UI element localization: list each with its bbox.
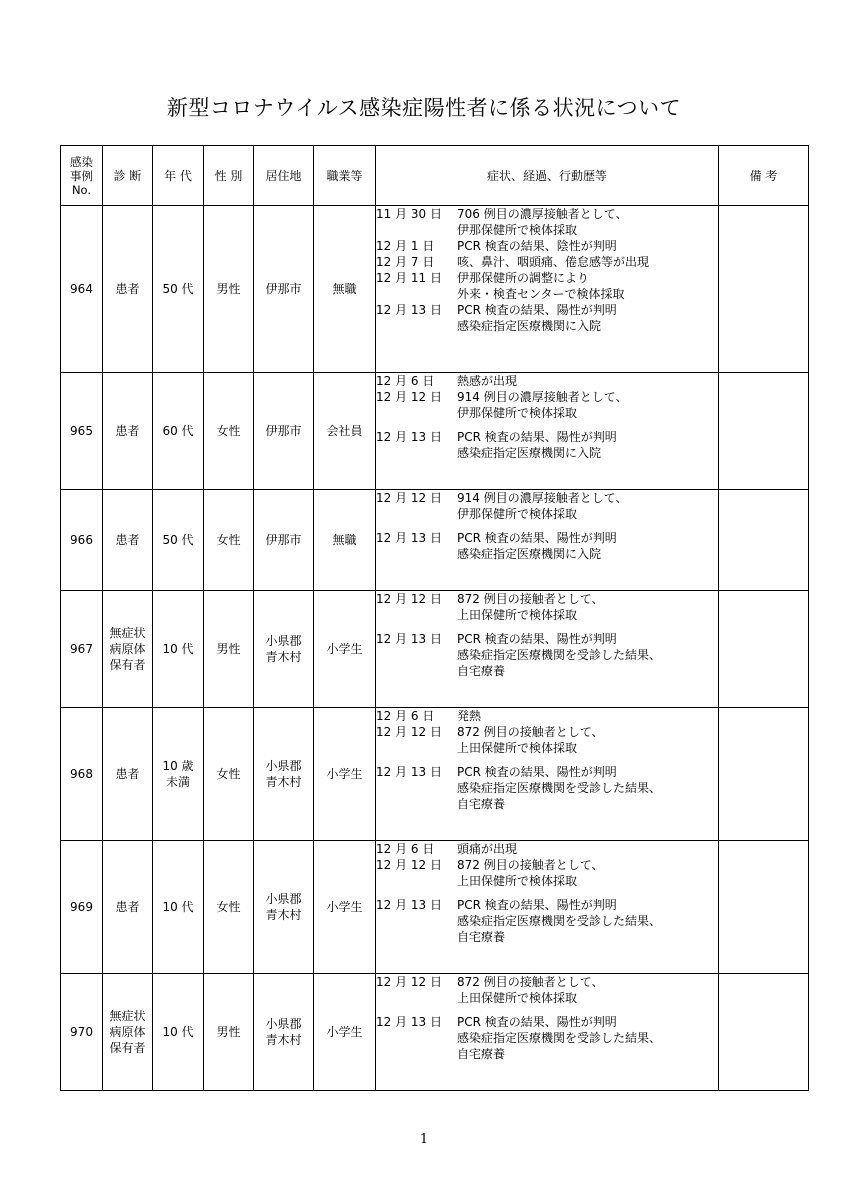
history-date [376,780,457,796]
sex-cell: 女性 [204,373,254,490]
history-date: 12 月 12 日 [376,858,442,872]
history-line [376,318,718,334]
remarks-cell [719,974,809,1091]
history-text: PCR 検査の結果、陽性が判明 [457,632,617,646]
history-text: 咳、鼻汁、咽頭痛、倦怠感等が出現 [457,255,650,269]
history-line [376,897,718,913]
history-date [376,796,457,812]
diagnosis-cell [103,490,153,591]
history-line [376,607,718,623]
history-text: 914 例目の濃厚接触者として、 [457,390,628,404]
history-date [376,913,457,929]
history-line [376,445,718,461]
history-text: 伊那保健所の調整により [457,271,590,285]
history-date: 11 月 30 日 [376,207,442,221]
header-occupation: 職業等 [314,146,376,206]
occupation-cell: 小学生 [314,591,376,708]
age-cell-line: 10 代 [162,642,194,656]
history-text: 感染症指定医療機関に入院 [457,319,602,333]
history-date [376,222,457,238]
occupation-cell: 小学生 [314,974,376,1091]
remarks-cell [719,841,809,974]
history-text: PCR 検査の結果、陽性が判明 [457,1015,617,1029]
history-line [376,389,718,405]
history-date: 12 月 6 日 [376,374,435,388]
occupation-cell: 小学生 [314,708,376,841]
diagnosis-cell-line: 病原体 [109,1025,146,1039]
history-line [376,873,718,889]
history-date [376,286,457,302]
history-date [376,546,457,562]
history-text: 頭痛が出現 [457,842,518,856]
history-text: PCR 検査の結果、陽性が判明 [457,531,617,545]
remarks-cell [719,373,809,490]
header-case-no-line1: 感染 [70,154,93,169]
table-row [61,206,809,373]
history-text: 伊那保健所で検体採取 [457,223,578,237]
history-line [376,913,718,929]
history-date [376,318,457,334]
history-line [376,591,718,607]
history-date [376,663,457,679]
history-date [376,873,457,889]
header-remarks: 備 考 [719,146,809,206]
table-row [61,708,809,841]
age-cell [153,373,204,490]
diagnosis-cell-line: 患者 [115,282,140,296]
table-row [61,591,809,708]
history-text: 706 例目の濃厚接触者として、 [457,207,628,221]
case-number: 970 [61,974,103,1091]
history-line [376,530,718,546]
table-header-row [61,146,809,206]
diagnosis-cell-line: 保有者 [109,1041,146,1055]
history-date: 12 月 11 日 [376,271,442,285]
history-line [376,740,718,756]
details-cell [376,591,719,708]
case-number: 964 [61,206,103,373]
residence-cell-line: 青木村 [265,775,302,789]
occupation-cell: 会社員 [314,373,376,490]
history-text: PCR 検査の結果、陽性が判明 [457,898,617,912]
case-number: 966 [61,490,103,591]
history-text: 自宅療養 [457,797,506,811]
history-line [376,546,718,562]
history-date: 12 月 6 日 [376,842,435,856]
details-cell [376,490,719,591]
occupation-cell: 小学生 [314,841,376,974]
history-text: 感染症指定医療機関を受診した結果、 [457,781,662,795]
history-date [376,929,457,945]
history-text: 感染症指定医療機関を受診した結果、 [457,648,662,662]
history-date [376,607,457,623]
history-line [376,841,718,857]
header-case-no [61,146,103,206]
history-text: PCR 検査の結果、陰性が判明 [457,239,617,253]
sex-cell: 女性 [204,490,254,591]
remarks-cell [719,490,809,591]
header-residence: 居住地 [254,146,314,206]
history-date: 12 月 13 日 [376,430,442,444]
diagnosis-cell [103,206,153,373]
history-date: 12 月 6 日 [376,709,435,723]
history-date: 12 月 12 日 [376,725,442,739]
residence-cell [254,373,314,490]
diagnosis-cell [103,373,153,490]
age-cell [153,708,204,841]
diagnosis-cell-line: 無症状 [109,1009,146,1023]
history-line [376,238,718,254]
diagnosis-cell [103,708,153,841]
residence-cell-line: 伊那市 [265,282,302,296]
residence-cell-line: 青木村 [265,1033,302,1047]
history-text: 上田保健所で検体採取 [457,991,578,1005]
history-text: 伊那保健所で検体採取 [457,406,578,420]
history-date: 12 月 12 日 [376,592,442,606]
residence-cell-line: 伊那市 [265,424,302,438]
details-cell [376,708,719,841]
history-date [376,1046,457,1062]
history-line [376,429,718,445]
history-text: 外来・検査センターで検体採取 [457,287,625,301]
history-text: 感染症指定医療機関を受診した結果、 [457,914,662,928]
case-number: 967 [61,591,103,708]
history-line [376,990,718,1006]
history-line [376,1030,718,1046]
age-cell [153,591,204,708]
history-date [376,405,457,421]
diagnosis-cell [103,841,153,974]
history-text: 872 例目の接触者として、 [457,725,604,739]
diagnosis-cell-line: 無症状 [109,626,146,640]
history-text: 感染症指定医療機関を受診した結果、 [457,1031,662,1045]
age-cell [153,974,204,1091]
history-date: 12 月 12 日 [376,975,442,989]
history-text: 上田保健所で検体採取 [457,608,578,622]
residence-cell [254,708,314,841]
header-case-no-line2: 事例 [70,168,93,183]
history-line [376,222,718,238]
history-line [376,929,718,945]
header-age: 年 代 [153,146,204,206]
history-line [376,647,718,663]
history-text: PCR 検査の結果、陽性が判明 [457,765,617,779]
history-line [376,405,718,421]
history-text: 熱感が出現 [457,374,518,388]
history-line [376,286,718,302]
header-sex: 性 別 [204,146,254,206]
residence-cell [254,490,314,591]
history-text: 自宅療養 [457,1047,506,1061]
age-cell [153,490,204,591]
residence-cell [254,841,314,974]
diagnosis-cell-line: 患者 [115,767,140,781]
age-cell-line: 50 代 [162,282,194,296]
history-date [376,647,457,663]
page-title: 新型コロナウイルス感染症陽性者に係る状況について [166,96,682,120]
details-cell [376,841,719,974]
history-text: 自宅療養 [457,664,506,678]
table-row [61,841,809,974]
diagnosis-cell-line: 患者 [115,424,140,438]
header-case-no-line3: No. [71,182,92,197]
diagnosis-cell-line: 病原体 [109,642,146,656]
history-date: 12 月 13 日 [376,898,442,912]
history-text: 上田保健所で検体採取 [457,741,578,755]
history-date: 12 月 13 日 [376,303,442,317]
history-line [376,724,718,740]
sex-cell: 女性 [204,841,254,974]
history-line [376,780,718,796]
history-date: 12 月 7 日 [376,255,435,269]
age-cell-line: 10 歳 [162,759,194,773]
history-text: 914 例目の濃厚接触者として、 [457,491,628,505]
history-date [376,740,457,756]
history-line [376,302,718,318]
history-line [376,1046,718,1062]
history-date: 12 月 13 日 [376,765,442,779]
age-cell-line: 10 代 [162,900,194,914]
age-cell-line: 未満 [165,775,190,789]
history-text: PCR 検査の結果、陽性が判明 [457,303,617,317]
sex-cell: 男性 [204,974,254,1091]
residence-cell-line: 小県郡 [265,759,302,773]
age-cell [153,206,204,373]
history-text: 伊那保健所で検体採取 [457,507,578,521]
residence-cell [254,974,314,1091]
diagnosis-cell-line: 患者 [115,533,140,547]
residence-cell-line: 伊那市 [265,533,302,547]
history-date [376,1030,457,1046]
history-line [376,796,718,812]
details-cell [376,206,719,373]
history-date [376,990,457,1006]
history-text: 872 例目の接触者として、 [457,975,604,989]
table-row [61,490,809,591]
diagnosis-cell [103,591,153,708]
history-date: 12 月 12 日 [376,390,442,404]
residence-cell-line: 小県郡 [265,634,302,648]
diagnosis-cell [103,974,153,1091]
history-line [376,254,718,270]
age-cell [153,841,204,974]
sex-cell: 男性 [204,206,254,373]
history-date: 12 月 1 日 [376,239,435,253]
diagnosis-cell-line: 患者 [115,900,140,914]
history-text: PCR 検査の結果、陽性が判明 [457,430,617,444]
history-text: 872 例目の接触者として、 [457,592,604,606]
history-date: 12 月 12 日 [376,491,442,505]
history-line [376,857,718,873]
age-cell-line: 10 代 [162,1025,194,1039]
case-rows [61,206,809,1091]
history-line [376,270,718,286]
history-date: 12 月 13 日 [376,531,442,545]
history-line [376,631,718,647]
residence-cell [254,591,314,708]
occupation-cell: 無職 [314,206,376,373]
history-text: 上田保健所で検体採取 [457,874,578,888]
age-cell-line: 50 代 [162,533,194,547]
header-diagnosis: 診 断 [103,146,153,206]
diagnosis-cell-line: 保有者 [109,658,146,672]
sex-cell: 女性 [204,708,254,841]
case-number: 965 [61,373,103,490]
occupation-cell: 無職 [314,490,376,591]
table-row [61,974,809,1091]
history-text: 872 例目の接触者として、 [457,858,604,872]
sex-cell: 男性 [204,591,254,708]
header-details: 症状、経過、行動歴等 [376,146,719,206]
remarks-cell [719,206,809,373]
remarks-cell [719,708,809,841]
residence-cell-line: 小県郡 [265,892,302,906]
history-line [376,373,718,389]
history-line [376,206,718,222]
history-line [376,1014,718,1030]
history-line [376,490,718,506]
residence-cell-line: 青木村 [265,908,302,922]
table-row [61,373,809,490]
cases-table [60,145,809,1091]
residence-cell [254,206,314,373]
case-number: 968 [61,708,103,841]
history-line [376,663,718,679]
remarks-cell [719,591,809,708]
details-cell [376,373,719,490]
residence-cell-line: 青木村 [265,650,302,664]
details-cell [376,974,719,1091]
page-number: 1 [419,1132,429,1147]
history-line [376,506,718,522]
history-line [376,764,718,780]
history-date: 12 月 13 日 [376,632,442,646]
history-date: 12 月 13 日 [376,1015,442,1029]
history-text: 感染症指定医療機関に入院 [457,446,602,460]
history-date [376,445,457,461]
history-line [376,708,718,724]
history-date [376,506,457,522]
history-text: 自宅療養 [457,930,506,944]
residence-cell-line: 小県郡 [265,1017,302,1031]
case-number: 969 [61,841,103,974]
history-line [376,974,718,990]
age-cell-line: 60 代 [162,424,194,438]
history-text: 発熱 [457,709,482,723]
history-text: 感染症指定医療機関に入院 [457,547,602,561]
